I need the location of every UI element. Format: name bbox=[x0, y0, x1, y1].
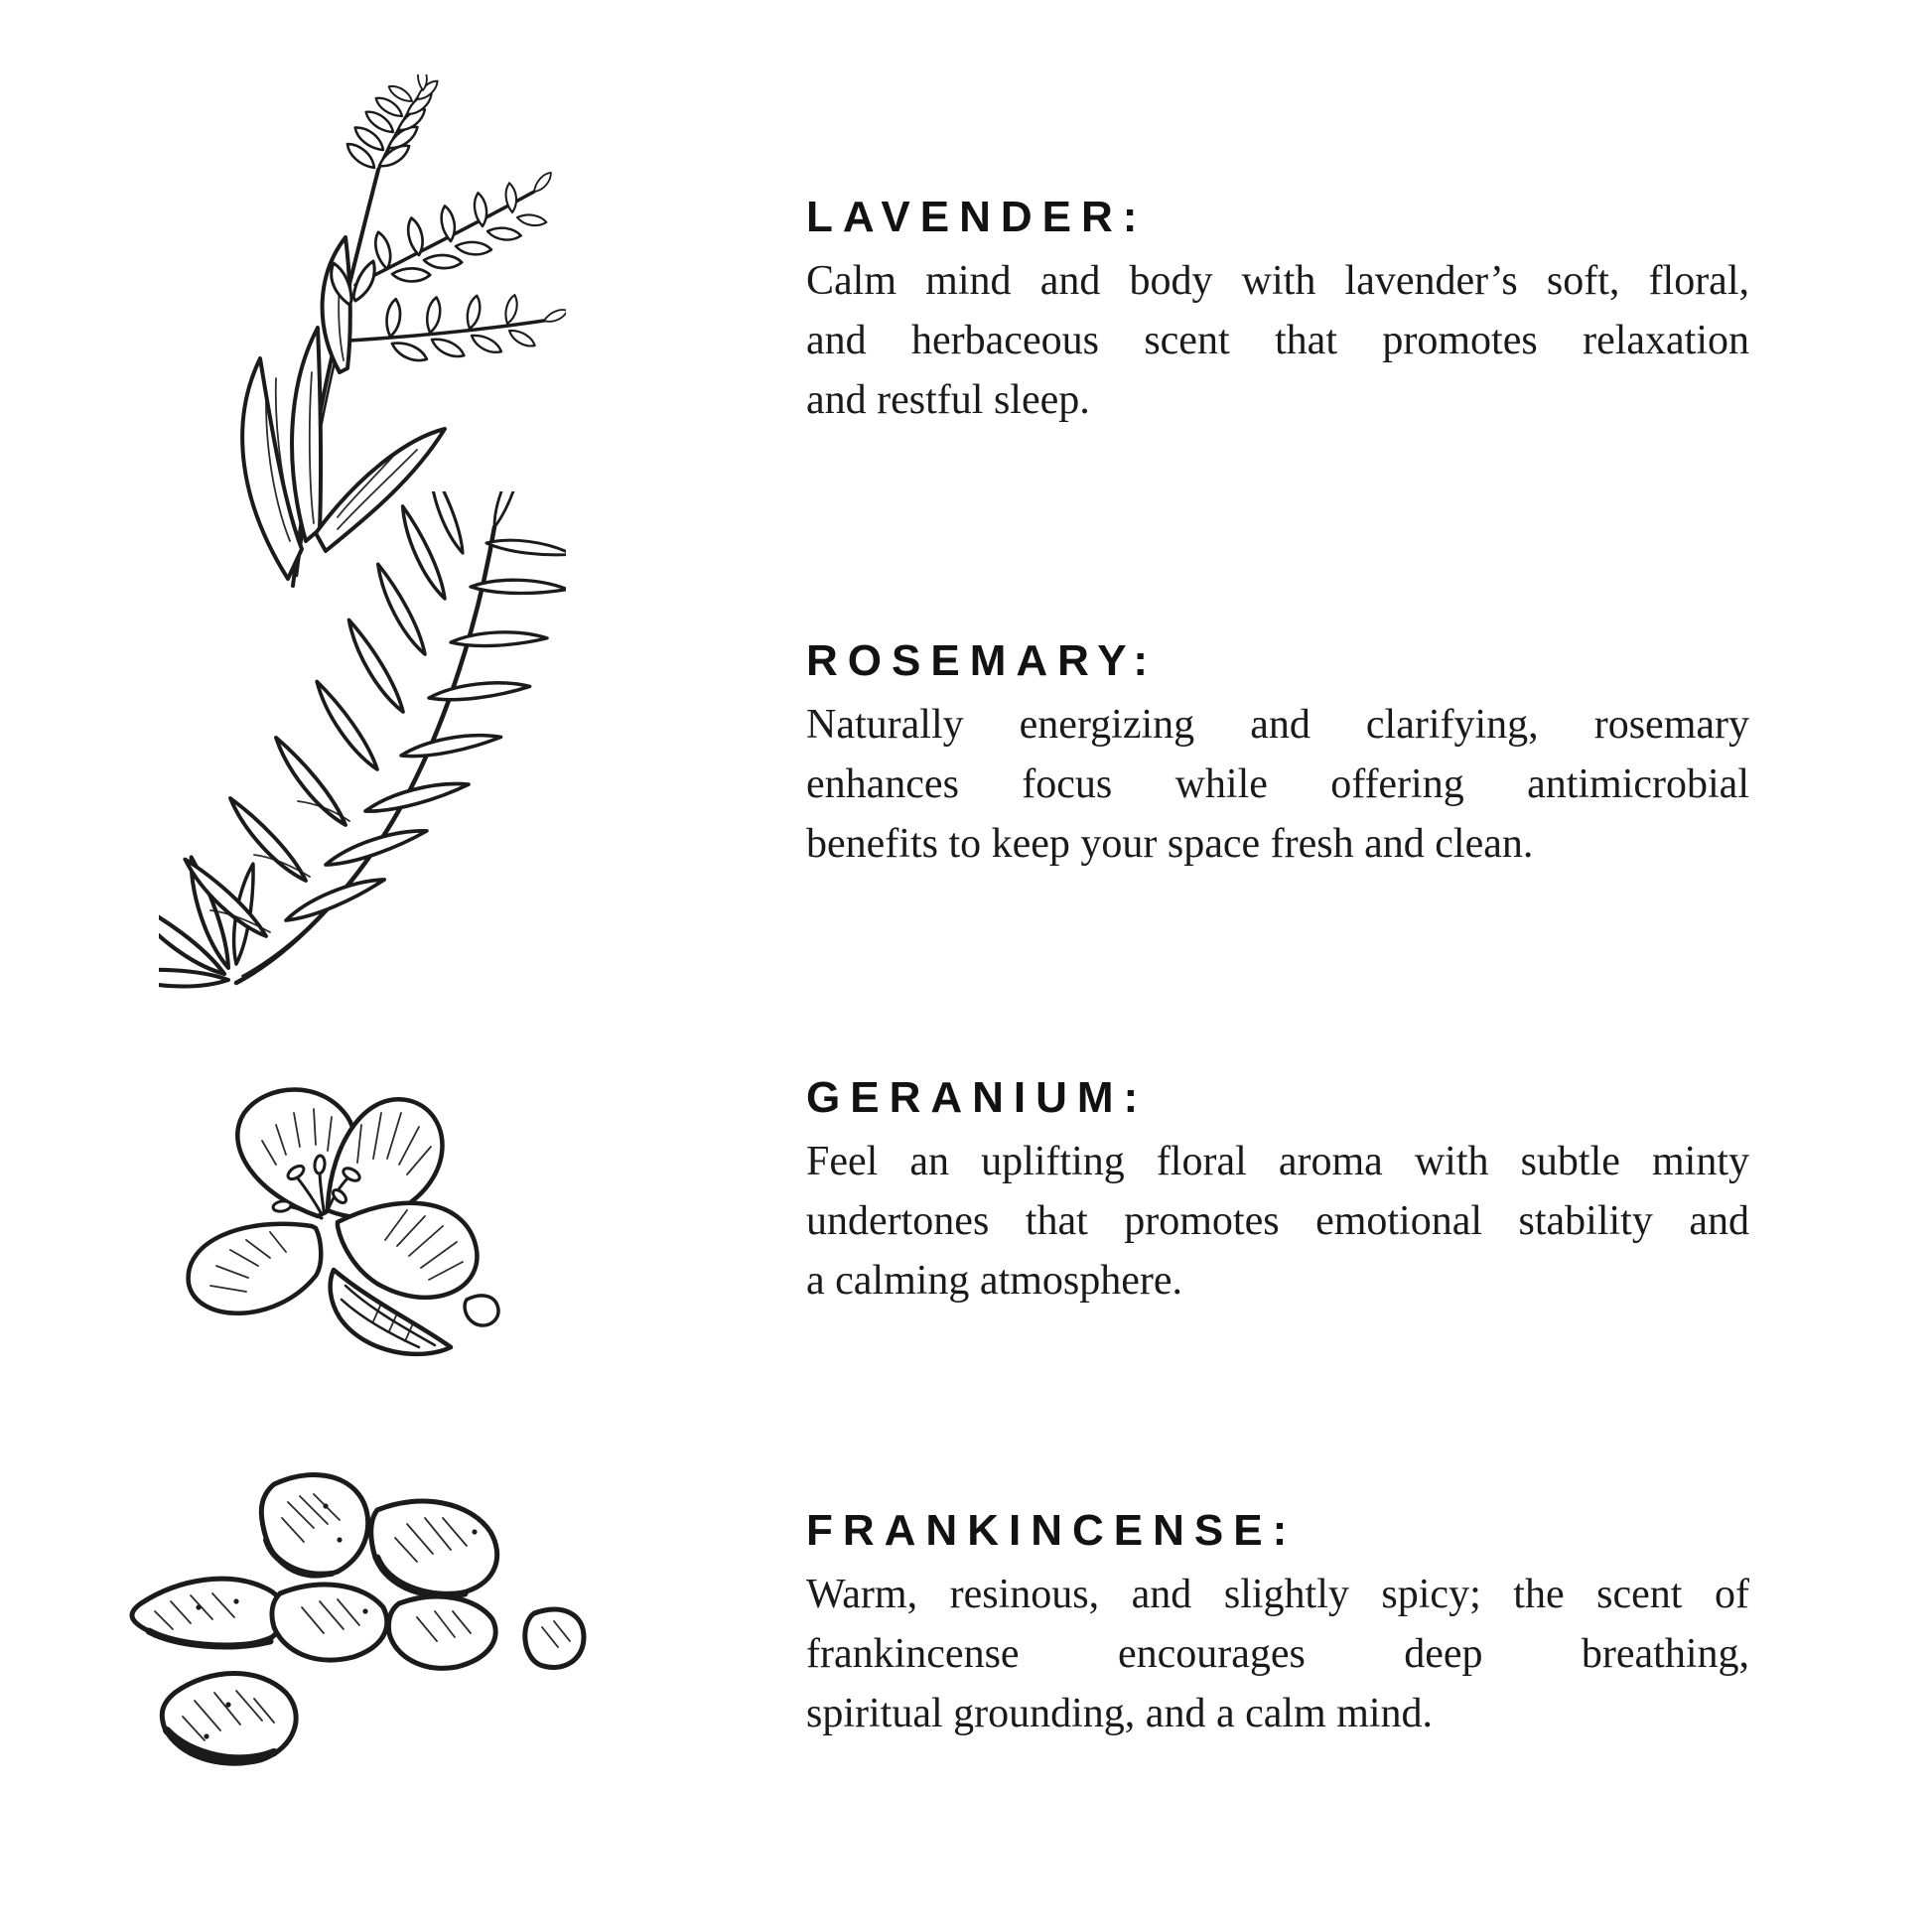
frankincense-body-line: spiritual grounding, and a calm mind. bbox=[806, 1691, 1434, 1736]
geranium-body-line: a calming atmosphere. bbox=[806, 1258, 1183, 1304]
frankincense-resin-icon bbox=[79, 1462, 591, 1795]
rosemary-sprig-icon bbox=[159, 491, 566, 1003]
geranium-heading: GERANIUM: bbox=[806, 1073, 1149, 1122]
geranium-body-line: Feel an uplifting floral aroma with subtle minty bbox=[806, 1139, 1749, 1184]
geranium-flower-icon bbox=[127, 1055, 509, 1393]
section-rosemary bbox=[806, 638, 1749, 874]
lavender-body-line: and restful sleep. bbox=[806, 377, 1090, 423]
lavender-body-line: and herbaceous scent that promotes relaxation bbox=[806, 318, 1749, 363]
section-frankincense bbox=[806, 1508, 1749, 1743]
frankincense-body-line: Warm, resinous, and slightly spicy; the scent of bbox=[806, 1572, 1749, 1617]
section-geranium bbox=[806, 1075, 1749, 1311]
lavender-body-line: Calm mind and body with lavender’s soft, floral, bbox=[806, 258, 1749, 304]
frankincense-illustration bbox=[79, 1462, 591, 1795]
geranium-body-line: undertones that promotes emotional stability and bbox=[806, 1198, 1749, 1244]
rosemary-heading: ROSEMARY: bbox=[806, 636, 1158, 685]
frankincense-body-line: frankincense encourages deep breathing, bbox=[806, 1631, 1749, 1677]
rosemary-illustration bbox=[159, 491, 566, 1003]
section-lavender bbox=[806, 195, 1749, 430]
rosemary-body-line: Naturally energizing and clarifying, rosemary bbox=[806, 702, 1749, 748]
rosemary-body-line: benefits to keep your space fresh and clean. bbox=[806, 821, 1534, 867]
rosemary-body-line: enhances focus while offering antimicrobial bbox=[806, 761, 1749, 807]
frankincense-heading: FRANKINCENSE: bbox=[806, 1506, 1298, 1555]
geranium-illustration bbox=[127, 1055, 509, 1393]
lavender-heading: LAVENDER: bbox=[806, 193, 1148, 241]
